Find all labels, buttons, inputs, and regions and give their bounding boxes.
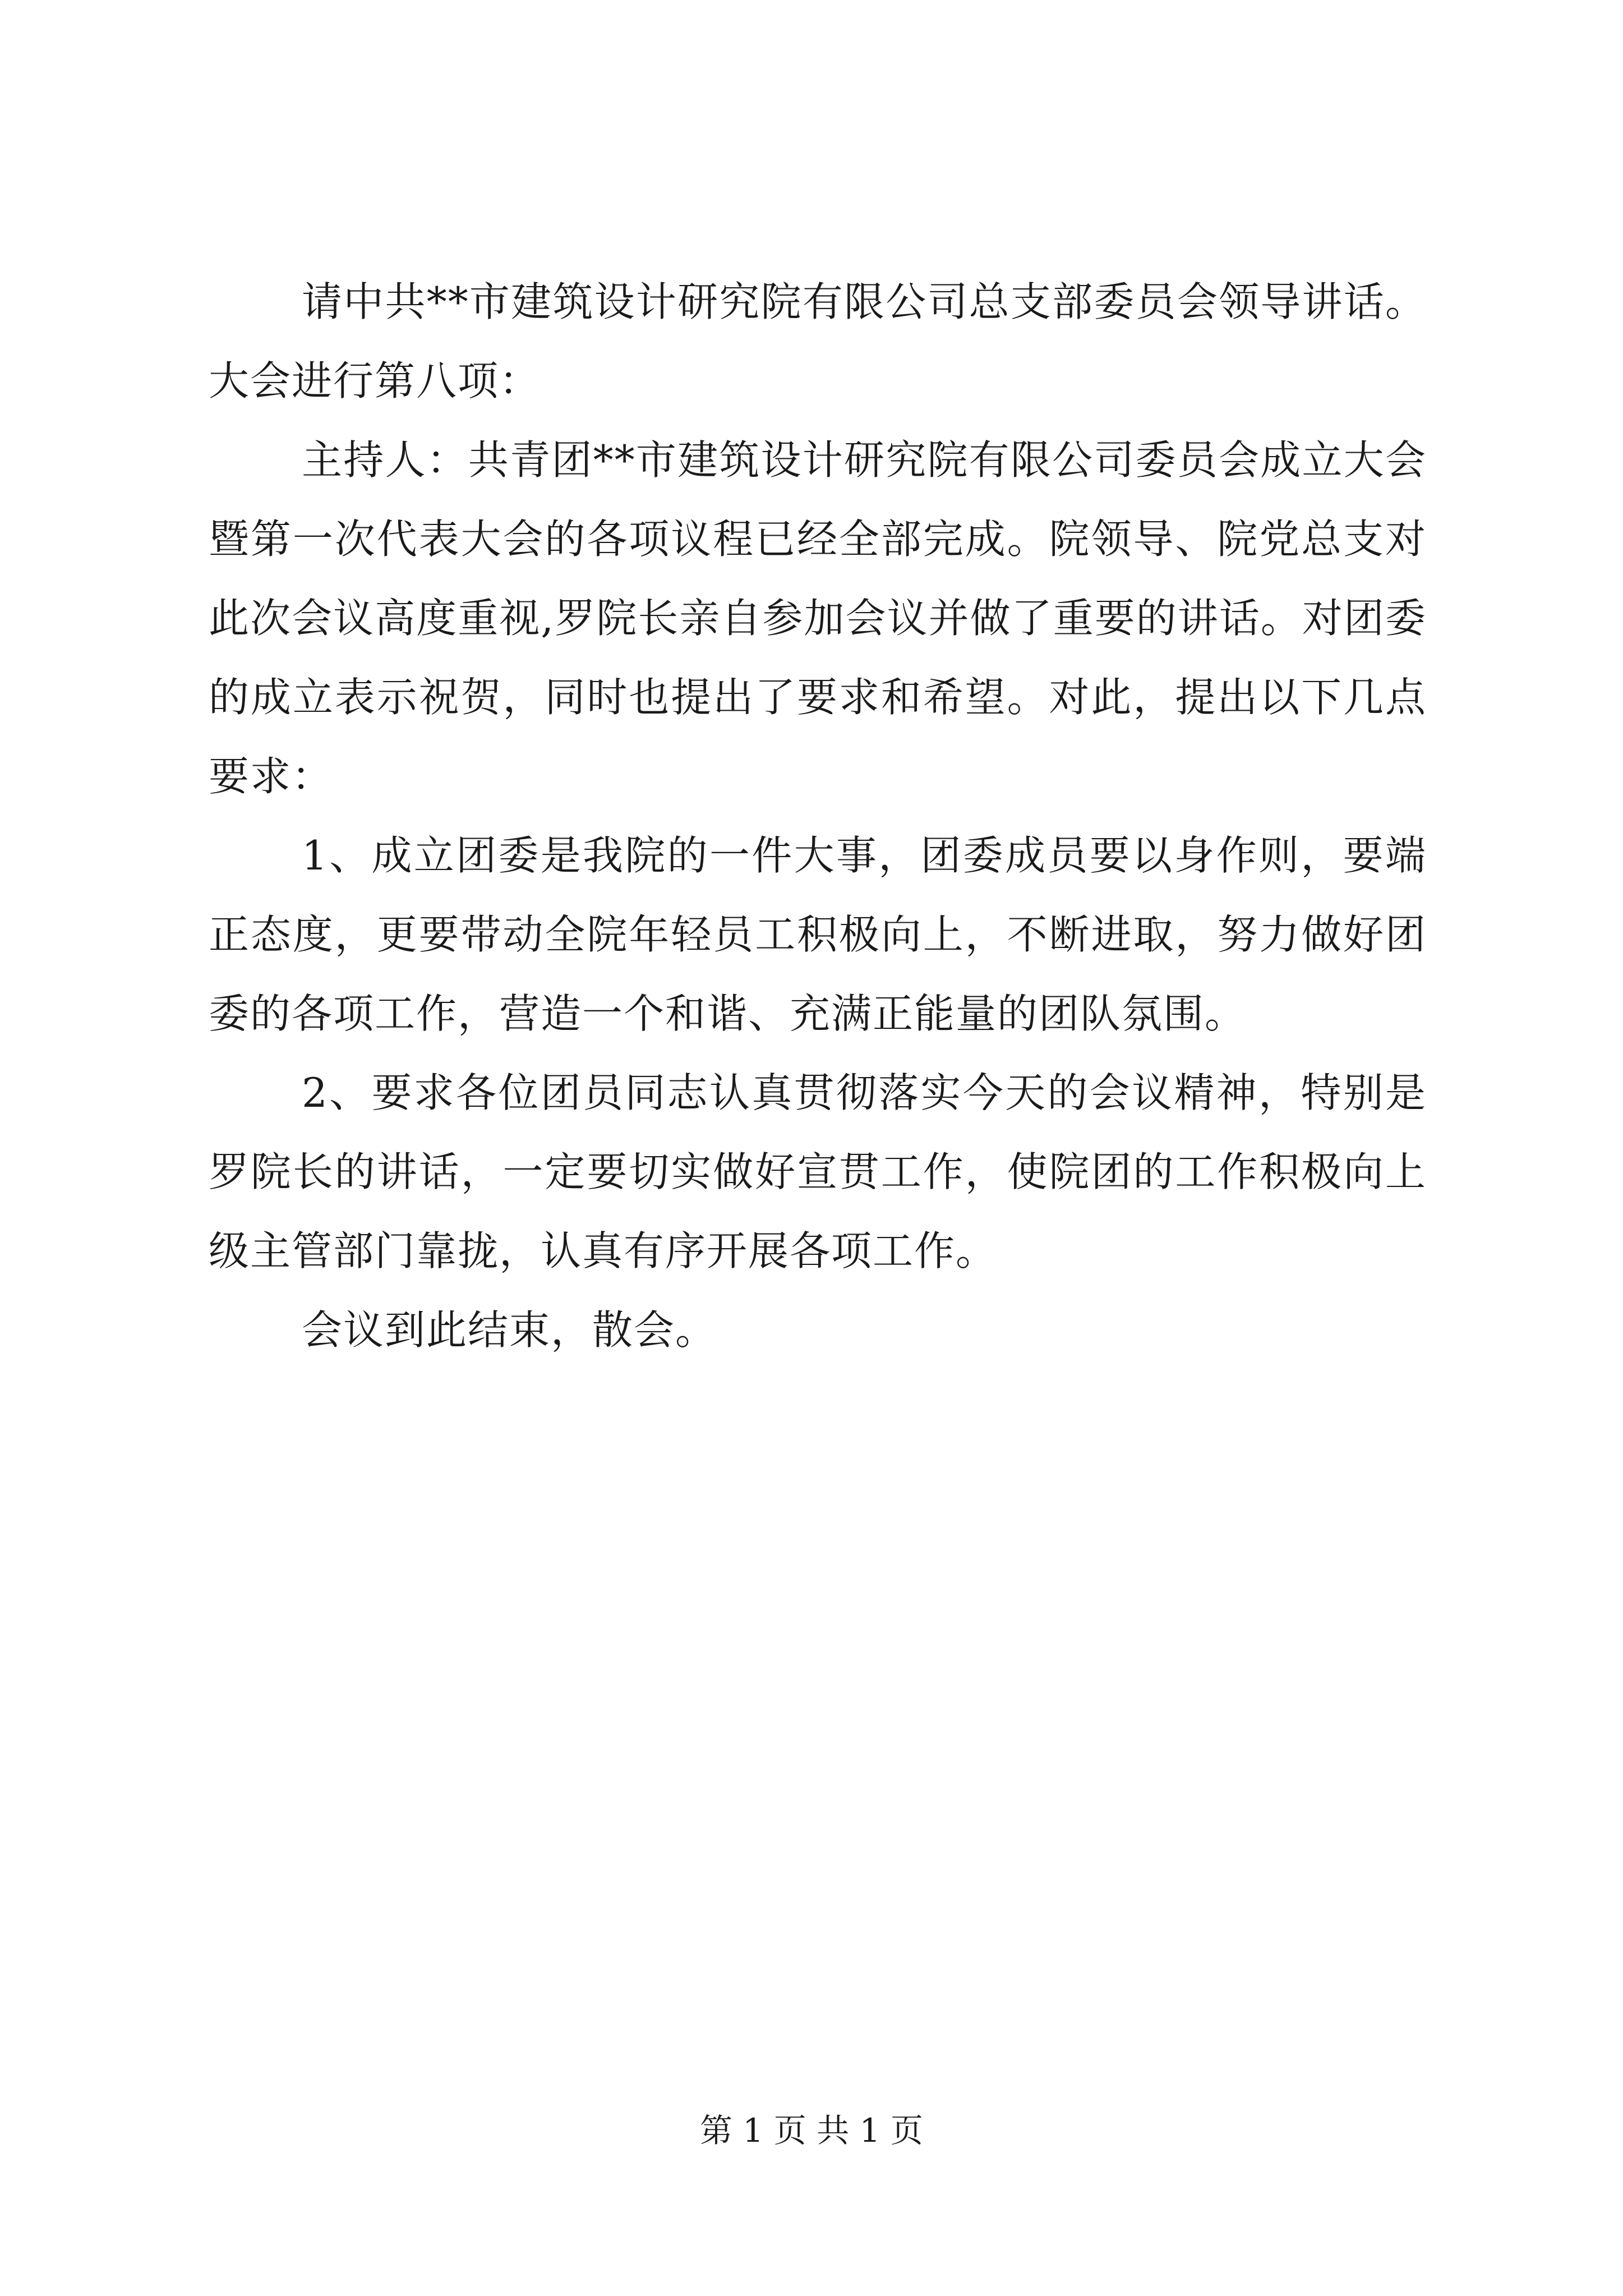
paragraph-requirement-1: 1、成立团委是我院的一件大事，团委成员要以身作则，要端正态度，更要带动全院年轻员工积极向上，不断进取，努力做好团委的各项工作，营造一个和谐、充满正能量的团队氛围。 <box>209 832 1427 1037</box>
paragraph-host-remarks: 主持人：共青团**市建筑设计研究院有限公司委员会成立大会暨第一次代表大会的各项议程已经全部完成。院领导、院党总支对此次会议高度重视,罗院长亲自参加会议并做了重要的讲话。对团委的成立表示祝贺，同时也提出了要求和希望。对此，提出以下几点要求： <box>209 436 1427 800</box>
paragraph-leader-speech: 请中共**市建筑设计研究院有限公司总支部委员会领导讲话。大会进行第八项： <box>209 278 1427 404</box>
paragraph-closing: 会议到此结束，散会。 <box>302 1306 717 1354</box>
document-body <box>209 263 1427 1370</box>
paragraph-requirement-2: 2、要求各位团员同志认真贯彻落实今天的会议精神，特别是罗院长的讲话，一定要切实做好宣贯工作，使院团的工作积极向上级主管部门靠拢，认真有序开展各项工作。 <box>209 1069 1427 1274</box>
page-number-footer: 第 1 页 共 1 页 <box>700 2111 923 2150</box>
